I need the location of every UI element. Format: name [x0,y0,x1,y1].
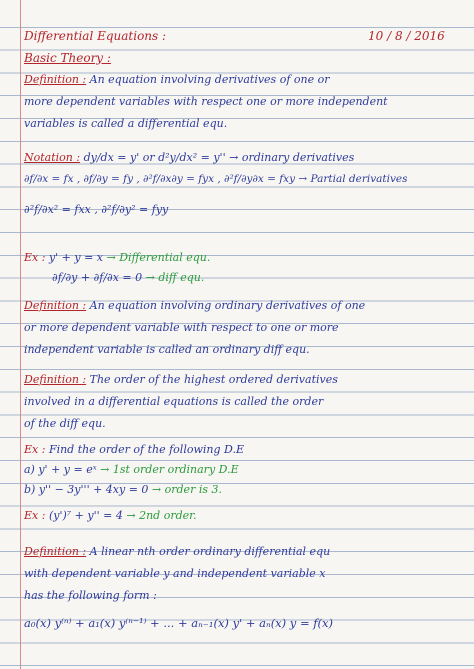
page-date: 10 / 8 / 2016 [368,29,445,43]
definition-text: A linear nth order ordinary differential equ [89,545,331,558]
definition-4-line-2: with dependent variable y and independent variable x [24,567,326,580]
definition-3-line-2: involved in a differential equations is called the order [24,395,324,408]
definition-2-line-2: or more dependent variable with respect to one or more [24,321,339,334]
page-title: Differential Equations : [24,29,167,43]
example-2-part-c [24,510,197,521]
example-1-line-2 [52,272,204,283]
example-2-title [24,444,244,455]
example-note-1: → Differential equ. [106,251,211,264]
linear-ode-formula: a₀(x) y⁽ⁿ⁾ + a₁(x) y⁽ⁿ⁻¹⁾ + ... + aₙ₋₁(x) y' + aₙ(x) y = f(x) [24,616,333,630]
example-label: Ex : [24,509,46,522]
definition-2-line-1 [24,300,365,311]
margin-line [20,0,21,669]
definition-1-line-1 [24,74,330,85]
example-note-b: → order is 3. [151,483,222,496]
definition-text: An equation involving derivatives of one or [89,73,330,86]
notation-note: → ordinary derivatives [229,151,355,164]
partial-expression-1: ∂f/∂x = fx , ∂f/∂y = fy , ∂²f/∂x∂y = fyx , ∂²f/∂y∂x = fxy [24,173,296,185]
example-2-part-a [24,464,239,475]
example-note-a: → 1st order ordinary D.E [100,463,239,476]
example-note-c: → 2nd order. [126,509,197,522]
example-equation-2: ∂f/∂y + ∂f/∂x = 0 [52,271,143,284]
partial-derivatives-line-2: ∂²f/∂x² = fxx , ∂²f/∂y² = fyy [24,203,169,216]
notation-expression: dy/dx = y' or d²y/dx² = y'' [83,151,226,164]
definition-label: Definition : [24,373,87,386]
example-equation-b: b) y'' − 3y''' + 4xy = 0 [24,483,149,496]
example-equation-a: a) y' + y = eˣ [24,463,97,476]
definition-text: An equation involving ordinary derivatives of one [89,299,366,312]
definition-label: Definition : [24,545,87,558]
definition-3-line-1 [24,374,338,385]
definition-1-line-3: variables is called a differential equ. [24,117,228,130]
example-label: Ex : [24,251,46,264]
example-equation-1: y' + y = x [48,251,104,264]
example-2-part-b [24,484,222,495]
example-title: Find the order of the following D.E [48,443,244,456]
example-1-line-1 [24,252,210,263]
example-label: Ex : [24,443,46,456]
partial-derivatives-line-1 [24,174,408,185]
example-note-2: → diff equ. [145,271,205,284]
definition-4-line-1 [24,546,330,557]
definition-4-line-3: has the following form : [24,589,157,602]
definition-2-line-3: independent variable is called an ordinary diff equ. [24,343,310,356]
definition-text: The order of the highest ordered derivatives [89,373,338,386]
partial-note: → Partial derivatives [298,173,408,185]
notation-label: Notation : [24,151,81,164]
definition-label: Definition : [24,73,87,86]
definition-label: Definition : [24,299,87,312]
definition-1-line-2: more dependent variables with respect one or more independent [24,95,388,108]
definition-3-line-3: of the diff equ. [24,417,106,430]
section-heading: Basic Theory : [24,51,111,65]
notation-line [24,152,354,163]
example-equation-c: (y')⁷ + y'' = 4 [48,509,123,522]
